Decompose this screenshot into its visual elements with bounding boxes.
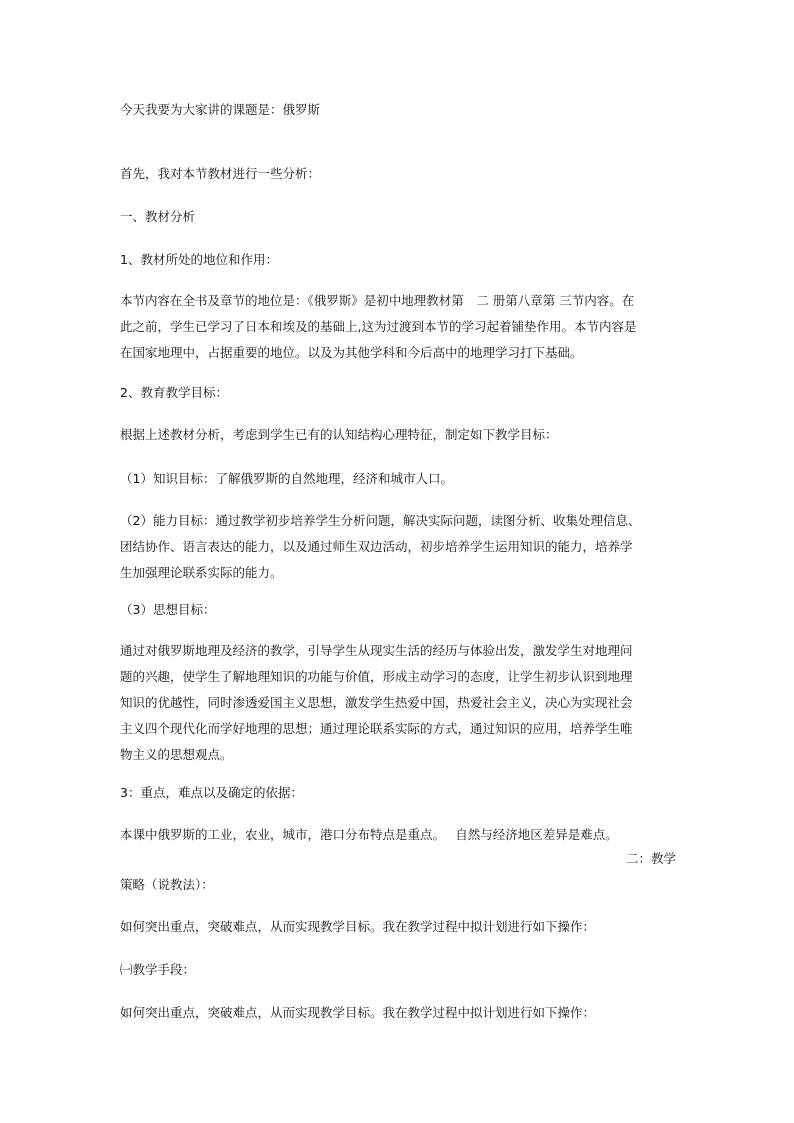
paragraph-teaching-means: 如何突出重点，突破难点，从而实现教学目标。我在教学过程中拟计划进行如下操作： bbox=[120, 1005, 596, 1020]
subheading-ideological-goal: （3）思想目标： bbox=[120, 602, 216, 617]
paragraph-strategy-intro: 如何突出重点，突破难点，从而实现教学目标。我在教学过程中拟计划进行如下操作： bbox=[120, 919, 596, 934]
subheading-position-role: 1、教材所处的地位和作用： bbox=[120, 252, 278, 267]
lecture-topic: 今天我要为大家讲的课题是：俄罗斯 bbox=[120, 102, 321, 117]
paragraph-goals-intro: 根据上述教材分析，考虑到学生已有的认知结构心理特征，制定如下教学目标： bbox=[120, 427, 558, 442]
paragraph-ideological-goal: 通过对俄罗斯地理及经济的教学，引导学生从现实生活的经历与体验出发，激发学生对地理问 题的兴趣，使学生了解地理知识的功能与价值，形成主动学习的态度，让学生初步认识到地理 知识的优越性，同时渗透爱国主义思想，激发学生热爱中国，热爱社会主义，决心为实现社会 主义四个现代化而学好地理的思想；通过理论联系实际的方式，通过知识的应用，培养学生唯 物主义的思想观点。 bbox=[120, 643, 633, 762]
subheading-teaching-goals: 2、教育教学目标： bbox=[120, 385, 228, 400]
section-heading-teaching-strategy-cont: 策略（说教法）： bbox=[120, 877, 214, 892]
section-heading-teaching-strategy: 二：教学 bbox=[625, 851, 676, 866]
paragraph-key-points: 本课中俄罗斯的工业，农业，城市，港口分布特点是重点。 自然与经济地区差异是难点。 bbox=[120, 827, 618, 842]
paragraph-knowledge-goal: （1）知识目标：了解俄罗斯的自然地理，经济和城市人口。 bbox=[120, 471, 453, 486]
paragraph-ability-goal: （2）能力目标：通过教学初步培养学生分析问题，解决实际问题，读图分析、收集处理信息、 团结协作、语言表达的能力，以及通过师生双边活动，初步培养学生运用知识的能力，培养学 生加强理论联系实际的能力。 bbox=[120, 513, 641, 580]
section-heading-textbook-analysis: 一、教材分析 bbox=[120, 209, 196, 224]
intro-paragraph: 首先，我对本节教材进行一些分析： bbox=[120, 166, 321, 181]
subheading-teaching-means: ㈠教学手段： bbox=[120, 962, 196, 977]
subheading-key-points: 3：重点，难点以及确定的依据： bbox=[120, 785, 303, 800]
paragraph-position-role: 本节内容在全书及章节的地位是：《俄罗斯》是初中地理教材第 二 册第八章第 三节内容。在 此之前，学生已学习了日本和埃及的基础上,这为过渡到本节的学习起着铺垫作用。本节内容是 在国家地理中，占据重要的地位。以及为其他学科和今后高中的地理学习打下基础。 bbox=[120, 293, 637, 360]
